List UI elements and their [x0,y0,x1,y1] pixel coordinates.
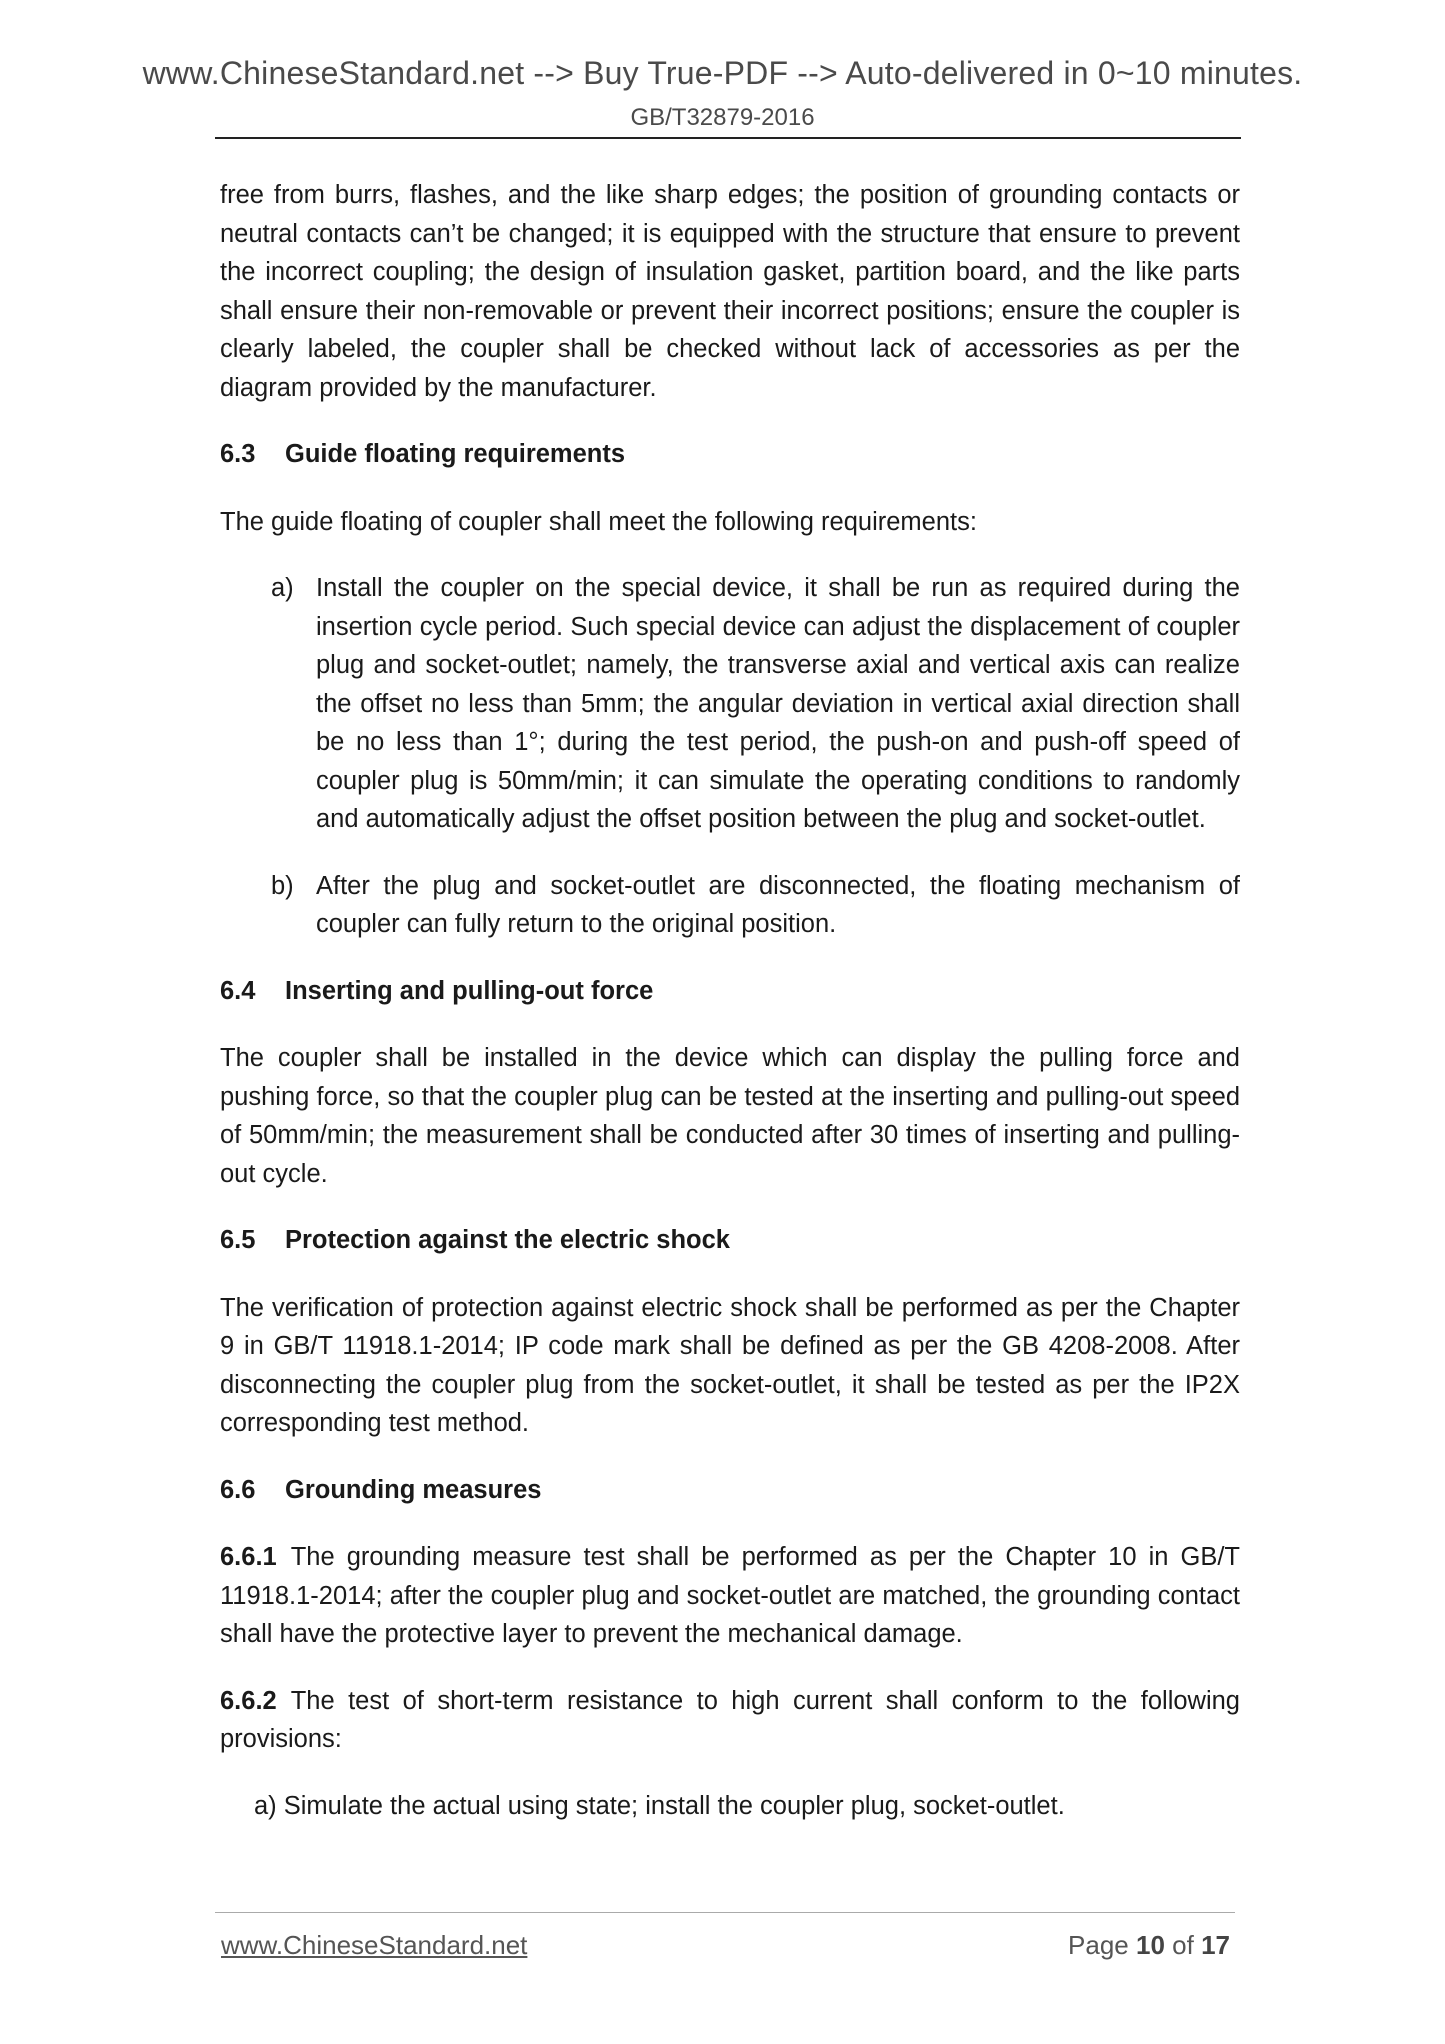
section-heading-6-3 [220,435,1240,474]
section-title: Grounding measures [285,1475,542,1504]
list-marker: a) [271,574,294,602]
list-item-b [220,867,1240,944]
footer-site-link[interactable]: www.ChineseStandard.net [221,1930,528,1960]
section-title: Protection against the electric shock [285,1226,730,1254]
document-body [220,176,1240,1825]
clause-text: The grounding measure test shall be performed as per the Chapter 10 in GB/T 11918.1-2014; after the coupler plug and socket-outlet are matched, the grounding contact shall have the protective layer to prevent the mechanical damage. [220,1543,1240,1648]
header-banner: www.ChineseStandard.net --> Buy True-PDF --> Auto-delivered in 0~10 minutes. [142,55,1303,91]
section-number: 6.4 [220,976,256,1005]
footer-divider [215,1912,1235,1913]
section-heading-6-4 [220,972,1240,1011]
section-number: 6.6 [220,1475,256,1504]
section-heading-6-5 [220,1221,1240,1260]
page-indicator [1068,1930,1230,1961]
clause-number: 6.6.2 [220,1686,277,1715]
standard-id: GB/T32879-2016 [630,104,815,131]
clause-6-6-2-item-a: a) Simulate the actual using state; install the coupler plug, socket-outlet. [254,1791,1065,1820]
page-of: of [1172,1930,1194,1960]
page-current: 10 [1136,1930,1165,1960]
section-6-5-text: The verification of protection against electric shock shall be performed as per the Chapter 9 in GB/T 11918.1-2014; IP code mark shall be defined as per the GB 4208-2008. After disconnecting the coupler plug from the socket-outlet, it shall be tested as per the IP2X corresponding test method. [220,1293,1240,1437]
list-item-a [220,569,1240,839]
section-6-4-text: The coupler shall be installed in the device which can display the pulling force and pushing force, so that the coupler plug can be tested at the inserting and pulling-out speed of 50mm/min; the measurement shall be conducted after 30 times of inserting and pulling-out cycle. [220,1044,1240,1188]
section-title: Inserting and pulling-out force [285,976,654,1005]
list-item-text: After the plug and socket-outlet are disconnected, the floating mechanism of coupler can fully return to the original position. [316,871,1240,938]
section-number: 6.5 [220,1226,256,1254]
section-title: Guide floating requirements [285,440,626,468]
page-total: 17 [1201,1930,1230,1960]
clause-text: The test of short-term resistance to high current shall conform to the following provisions: [220,1686,1240,1753]
header-divider [215,137,1241,139]
clause-6-6-2 [220,1682,1240,1759]
list-marker: b) [271,871,294,900]
section-6-3-lead: The guide floating of coupler shall meet the following requirements: [220,507,977,536]
section-number: 6.3 [220,440,256,468]
clause-number: 6.6.1 [220,1543,277,1571]
page-label: Page [1068,1930,1129,1960]
section-heading-6-6 [220,1471,1240,1510]
intro-paragraph: free from burrs, flashes, and the like sharp edges; the position of grounding contacts or neutral contacts can’t be changed; it is equipped with the structure that ensure to prevent the incorrect coupling; the design of insulation gasket, partition board, and the like parts shall ensure their non-removable or prevent their incorrect positions; ensure the coupler is clearly labeled, the coupler shall be checked without lack of accessories as per the diagram provided by the manufacturer. [220,181,1240,402]
clause-6-6-1 [220,1538,1240,1654]
list-item-text: Install the coupler on the special device, it shall be run as required during the insertion cycle period. Such special device can adjust the displacement of coupler plug and socket-outlet; namely, the transverse axial and vertical axis can realize the offset no less than 5mm; the angular deviation in vertical axial direction shall be no less than 1°; during the test period, the push-on and push-off speed of coupler plug is 50mm/min; it can simulate the operating conditions to randomly and automatically adjust the offset position between the plug and socket-outlet. [316,574,1240,833]
